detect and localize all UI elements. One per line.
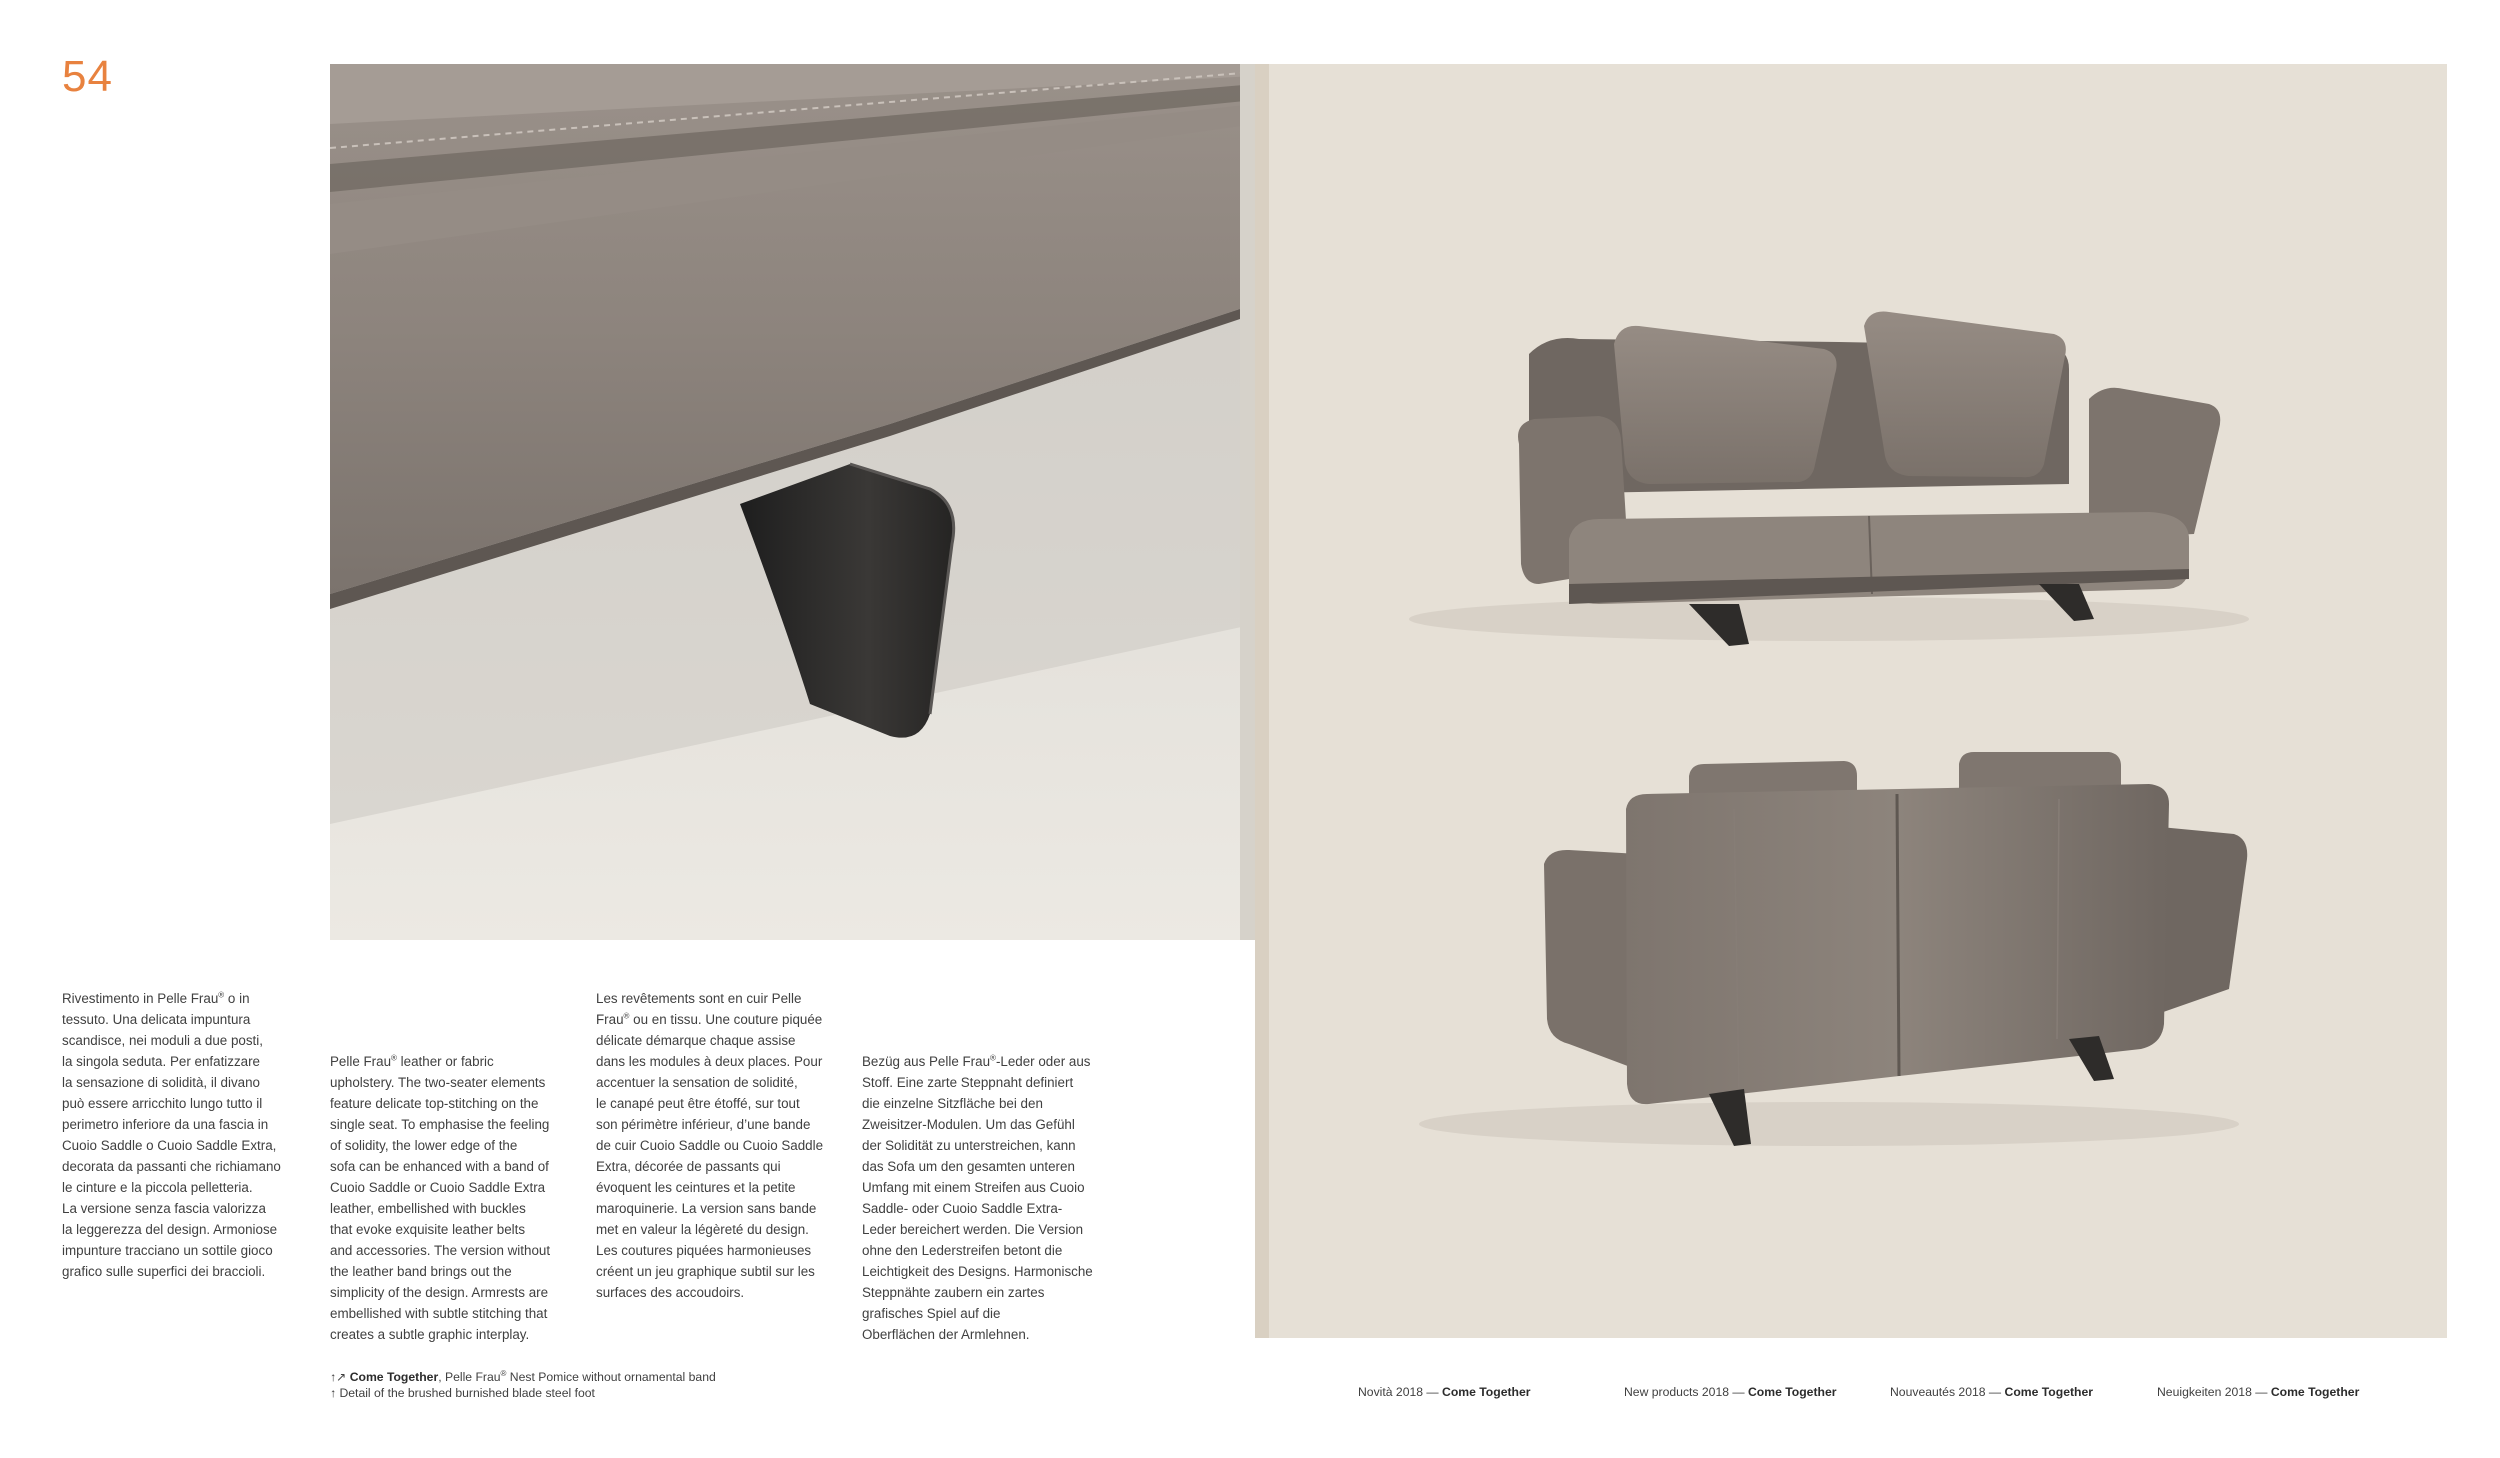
fr-line: délicate démarque chaque assise (596, 1033, 796, 1048)
registered-mark: ® (990, 1053, 996, 1063)
fr-line-2-tail: ou en tissu. Une couture piquée (629, 1012, 823, 1027)
footer-title: Come Together (1442, 1385, 1531, 1399)
registered-mark: ® (623, 1011, 630, 1021)
fr-line: le canapé peut être étoffé, sur tout (596, 1096, 800, 1111)
description-french (596, 988, 846, 1303)
en-line: feature delicate top-stitching on the (330, 1096, 539, 1111)
it-line: grafico sulle superfici dei braccioli. (62, 1264, 266, 1279)
fr-line: dans les modules à deux places. Pour (596, 1054, 823, 1069)
detail-photo-sofa-foot (330, 64, 1255, 940)
page-number: 54 (62, 52, 113, 101)
description-english (330, 1051, 580, 1345)
en-line: the leather band brings out the (330, 1264, 512, 1279)
fr-line: créent un jeu graphique subtil sur les (596, 1264, 815, 1279)
it-line-1-tail: o in (224, 991, 250, 1006)
registered-mark: ® (391, 1053, 397, 1063)
back-view-sofa (1419, 752, 2247, 1146)
de-line: Saddle- oder Cuoio Saddle Extra- (862, 1201, 1063, 1216)
fr-line: Extra, décorée de passants qui (596, 1159, 781, 1174)
fr-line: évoquent les ceintures et la petite (596, 1180, 796, 1195)
fr-line-2: Frau (596, 1012, 624, 1027)
caption-line-1 (330, 1369, 716, 1385)
fr-line: surfaces des accoudoirs. (596, 1285, 745, 1300)
it-line: perimetro inferiore da una fascia in (62, 1117, 269, 1132)
caption-line-2: ↑ Detail of the brushed burnished blade steel foot (330, 1386, 595, 1400)
de-line-1-tail: -Leder oder aus (995, 1054, 1091, 1069)
it-line: le cinture e la piccola pelletteria. (62, 1180, 253, 1195)
photo-captions (330, 1369, 716, 1401)
de-line: Leichtigkeit des Designs. Harmonische (862, 1264, 1093, 1279)
de-line: Stoff. Eine zarte Steppnaht definiert (862, 1075, 1074, 1090)
fr-line: met en valeur la légèreté du design. (596, 1222, 809, 1237)
front-view-sofa (1409, 312, 2249, 646)
it-line: la leggerezza del design. Armoniose (62, 1222, 278, 1237)
en-line: creates a subtle graphic interplay. (330, 1327, 530, 1342)
fr-line: Les revêtements sont en cuir Pelle (596, 991, 802, 1006)
footer-english (1624, 1385, 1836, 1399)
footer-italian (1358, 1385, 1531, 1399)
it-line: può essere arricchito lungo tutto il (62, 1096, 263, 1111)
footer-french (1890, 1385, 2093, 1399)
en-line: Cuoio Saddle or Cuoio Saddle Extra (330, 1180, 546, 1195)
de-line: die einzelne Sitzfläche bei den (862, 1096, 1043, 1111)
de-line: das Sofa um den gesamten unteren (862, 1159, 1075, 1174)
footer-prefix: New products 2018 — (1624, 1385, 1748, 1399)
footer-prefix: Novità 2018 — (1358, 1385, 1443, 1399)
it-line: Cuoio Saddle o Cuoio Saddle Extra, (62, 1138, 277, 1153)
caption-rest: Nest Pomice without ornamental band (506, 1370, 716, 1384)
it-line: la sensazione di solidità, il divano (62, 1075, 261, 1090)
it-line: decorata da passanti che richiamano (62, 1159, 281, 1174)
description-german (862, 1051, 1122, 1345)
detail-photo-illustration (330, 64, 1255, 940)
de-line: grafisches Spiel auf die (862, 1306, 1001, 1321)
footer-title: Come Together (1747, 1385, 1837, 1399)
footer-german (2157, 1385, 2359, 1399)
en-line: of solidity, the lower edge of the (330, 1138, 518, 1153)
registered-mark: ® (500, 1368, 507, 1378)
en-line-1-tail: leather or fabric (396, 1054, 494, 1069)
footer-prefix: Neuigkeiten 2018 — (2157, 1385, 2271, 1399)
footer-title: Come Together (2270, 1385, 2360, 1399)
registered-mark: ® (218, 990, 225, 1000)
fr-line: Les coutures piquées harmonieuses (596, 1243, 812, 1258)
en-line: that evoke exquisite leather belts (330, 1222, 526, 1237)
it-line: scandisce, nei moduli a due posti, (62, 1033, 263, 1048)
fr-line: son périmètre inférieur, d’une bande (596, 1117, 811, 1132)
product-photos-panel (1269, 64, 2447, 1338)
de-line-1: Bezüg aus Pelle Frau (862, 1054, 991, 1069)
de-line: Oberflächen der Armlehnen. (862, 1327, 1030, 1342)
description-italian (62, 988, 302, 1282)
de-line: Umfang mit einem Streifen aus Cuoio (862, 1180, 1085, 1195)
fr-line: accentuer la sensation de solidité, (596, 1075, 798, 1090)
de-line: ohne den Lederstreifen betont die (862, 1243, 1063, 1258)
footer-title: Come Together (2004, 1385, 2093, 1399)
caption-mid: , Pelle Frau (438, 1370, 501, 1384)
en-line: simplicity of the design. Armrests are (330, 1285, 549, 1300)
de-line: Zweisitzer-Modulen. Um das Gefühl (862, 1117, 1075, 1132)
footer-prefix: Nouveautés 2018 — (1890, 1385, 2005, 1399)
caption-arrows: ↑↗ (330, 1370, 350, 1384)
en-line: single seat. To emphasise the feeling (330, 1117, 550, 1132)
fr-line: maroquinerie. La version sans bande (596, 1201, 817, 1216)
it-line-1: Rivestimento in Pelle Frau (62, 991, 219, 1006)
en-line: leather, embellished with buckles (330, 1201, 526, 1216)
it-line: La versione senza fascia valorizza (62, 1201, 266, 1216)
en-line: and accessories. The version without (330, 1243, 551, 1258)
de-line: Steppnähte zaubern ein zartes (862, 1285, 1045, 1300)
en-line-1: Pelle Frau (330, 1054, 392, 1069)
en-line: upholstery. The two-seater elements (330, 1075, 546, 1090)
fr-line: de cuir Cuoio Saddle ou Cuoio Saddle (596, 1138, 824, 1153)
de-line: Leder bereichert werden. Die Version (862, 1222, 1084, 1237)
it-line: la singola seduta. Per enfatizzare (62, 1054, 261, 1069)
it-line: tessuto. Una delicata impuntura (62, 1012, 251, 1027)
divider-band (1255, 64, 1269, 1338)
caption-product-name: Come Together (349, 1370, 439, 1384)
it-line: impunture tracciano un sottile gioco (62, 1243, 273, 1258)
en-line: embellished with subtle stitching that (330, 1306, 548, 1321)
sofa-product-illustrations (1269, 64, 2447, 1338)
en-line: sofa can be enhanced with a band of (330, 1159, 549, 1174)
de-line: der Solidität zu unterstreichen, kann (862, 1138, 1076, 1153)
